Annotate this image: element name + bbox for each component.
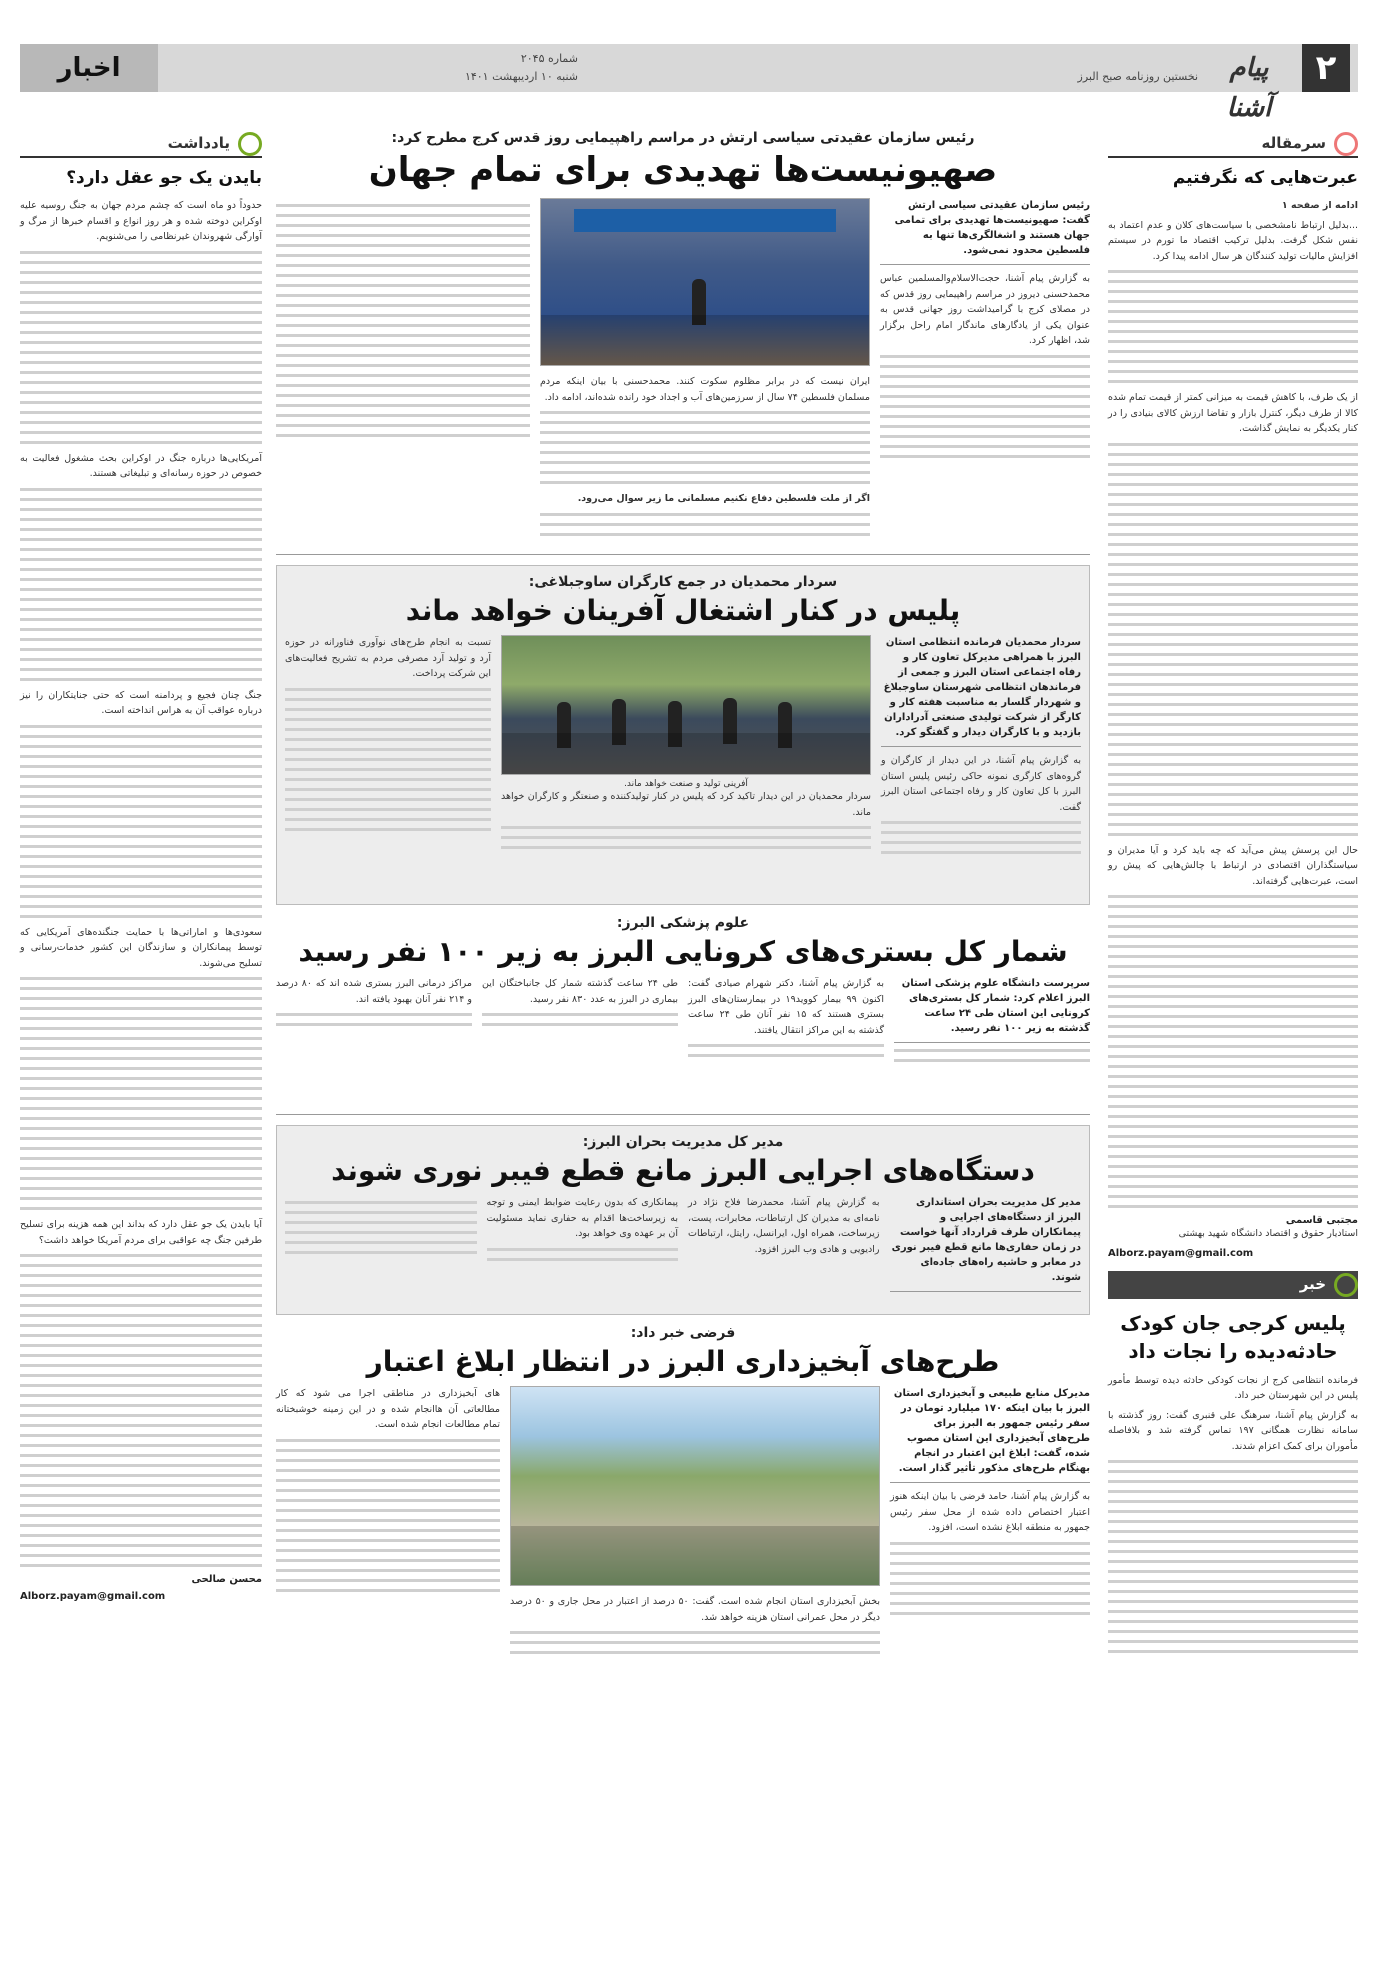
article-headline: طرح‌های آبخیزداری البرز در انتظار ابلاغ اعتبار (366, 1345, 1000, 1378)
editorial-tab-label: سرمقاله (1261, 134, 1326, 152)
article-paragraph: به گزارش پیام آشنا، در این دیدار از کارگران و گروه‌های کارگری نمونه حاکی رئیس پلیس استان البرز با کل تعاون کار و رفاه اجتماعی استان البرز گفت. (881, 755, 1081, 813)
article-lead: مدیرکل منابع طبیعی و آبخیزداری استان البرز با بیان اینکه ۱۷۰ میلیارد تومان در سفر رئیس جمهور به البرز برای طرح‌های آبخیزداری این استان مصوب شده، گفت: ابلاغ این اعتبار در انجام بهنگام طرح‌های مذکور تأثیر گذار است. (890, 1386, 1090, 1483)
masthead (20, 44, 1358, 123)
opinion-tab (20, 130, 262, 158)
editorial-paragraph: ...بدلیل ارتباط نامشخصی با سیاست‌های کلان و عدم اعتماد به نفس شکل گرفت. بدلیل ترکیب اقتصاد ما تورم در سیستم افزایش مالیات تولید کنندگان هر سال ادامه پیدا کرد. (1108, 219, 1358, 262)
opinion-body (20, 198, 262, 1567)
opinion-paragraph: جنگ چنان فجیع و پردامنه است که حتی جنایتکاران را نیز درباره عواقب آن به هراس انداخته است. (20, 689, 262, 716)
article-headline: شمار کل بستری‌های کرونایی البرز به زیر ۱۰۰ نفر رسید (298, 935, 1068, 968)
article-lead: رئیس سازمان عقیدتی سیاسی ارتش گفت: صهیونیست‌ها تهدیدی برای تمامی جهان هستند و اشغالگری‌ها تنها به فلسطین محدود نمی‌شود. (880, 198, 1090, 265)
article-headline: صهیونیست‌ها تهدیدی برای تمام جهان (368, 150, 998, 190)
editorial-paragraph: حال این پرسش پیش می‌آید که چه باید کرد و آیا مدیران و سیاستگذاران اقتصادی در ارتباط با چالش‌هایی که پیش رو است، عبرت‌هایی گرفته‌اند. (1108, 844, 1358, 887)
article-paragraph: مراکز درمانی البرز بستری شده اند که ۸۰ درصد و ۲۱۴ نفر آنان بهبود یافته اند. (276, 978, 472, 1005)
article-paragraph: های آبخیزداری در مناطقی اجرا می شود که کار مطالعاتی آن هاانجام شده و در این زمینه خوشبختانه تمام مطالعات انجام شده است. (276, 1388, 500, 1430)
right-column (1108, 130, 1358, 1660)
left-column (20, 130, 262, 1602)
article-watershed (276, 1325, 1090, 1725)
news-tab (1108, 1271, 1358, 1299)
group-photo (501, 635, 871, 775)
opinion-author: محسن صالحی (191, 1574, 262, 1585)
issue-info (465, 50, 578, 86)
article-kicker: سردار محمدیان در جمع کارگران ساوجبلاغی: (528, 574, 838, 590)
article-lead: سرپرست دانشگاه علوم پزشکی استان البرز اعلام کرد: شمار کل بستری‌های کرونایی این استان طی ۲۴ ساعت گذشته به زیر ۱۰۰ نفر رسید. (894, 976, 1090, 1043)
article-kicker: مدیر کل مدیریت بحران البرز: (582, 1134, 784, 1150)
article-paragraph: به گزارش پیام آشنا، حجت‌الاسلام‌والمسلمین عباس محمدحسنی دیروز در مراسم راهپیمایی روز قدس که در مصلای کرج با گرامیداشت روز جهانی قدس به عنوان یکی از یادگارهای ماندگار امام راحل برگزار شد، اظهار کرد. (880, 273, 1090, 346)
article-paragraph: طی ۲۴ ساعت گذشته شمار کل جانباختگان این بیماری در البرز به عدد ۸۳۰ نفر رسید. (482, 978, 678, 1005)
opinion-tab-label: یادداشت (167, 134, 230, 152)
article-paragraph: ایران نیست که در برابر مظلوم سکوت کنند. محمدحسنی با بیان اینکه مردم مسلمان فلسطین ۷۴ سال از سرزمین‌های آب و اجداد خود رانده شده‌اند، ادامه داد. (540, 376, 870, 403)
page-number: ۲ (1302, 44, 1350, 92)
check-icon (1334, 1273, 1358, 1297)
article-headline: دستگاه‌های اجرایی البرز مانع قطع فیبر نوری شوند (331, 1154, 1035, 1187)
article-covid (276, 915, 1090, 1115)
article-paragraph: به گزارش پیام آشنا، محمدرضا فلاح نژاد در نامه‌ای به مدیران کل ارتباطات، مخابرات، پست، زیرساخت، همراه اول، ایرانسل، رایتل، ارتباطات رادیویی و هادی وب البرز افزود. (688, 1197, 880, 1255)
article-subheading: اگر از ملت فلسطین دفاع نکنیم مسلمانی ما زیر سوال می‌رود. (577, 493, 870, 504)
article-lead: مدیر کل مدیریت بحران استانداری البرز از دستگاه‌های اجرایی و پیمانکاران طرف قرارداد آنها خواست در زمان حفاری‌ها مانع قطع فیبر نوری در معابر و حاشیه راه‌های جاده‌ای شوند. (890, 1195, 1082, 1292)
watershed-photo (510, 1386, 880, 1586)
photo-caption: آفرینی تولید و صنعت خواهد ماند. (624, 779, 748, 789)
article-lead: سردار محمدیان فرمانده انتظامی استان البرز با همراهی مدیرکل تعاون کار و رفاه اجتماعی استان البرز و جمعی از فرماندهان انتظامی شهرستان ساوجبلاغ و شهردار گلسار به مناسبت هفته کار و کارگر از شرکت تولیدی صنعتی آدراداران بازدید و با کارگران دیدار و گفتگو کرد. (881, 635, 1081, 747)
opinion-paragraph: آیا بایدن یک جو عقل دارد که بداند این همه هزینه برای تسلیح طرفین جنگ چه عواقبی برای مردم آمریکا خواهد داشت؟ (20, 1219, 262, 1246)
issue-number: شماره ۲۰۴۵ (520, 52, 578, 65)
editorial-author-title: استادیار حقوق و اقتصاد دانشگاه شهید بهشتی (1178, 1228, 1358, 1239)
article-kicker: علوم پزشکی البرز: (616, 915, 750, 931)
opinion-paragraph: حدوداً دو ماه است که چشم مردم جهان به جنگ روسیه علیه اوکراین دوخته شده و هر روز انواع و اقسام خبرها از مرگ و آوارگی شهروندان غیرنظامی را می‌شنویم. (20, 200, 262, 242)
editorial-tab (1108, 130, 1358, 158)
issue-date: شنبه ۱۰ اردیبهشت ۱۴۰۱ (464, 70, 578, 83)
circle-icon (1334, 132, 1358, 156)
article-paragraph: به گزارش پیام آشنا، دکتر شهرام صیادی گفت: اکنون ۹۹ بیمار کووید۱۹ در بیمارستان‌های البرز بستری هستند که ۱۵ نفر آنان طی ۲۴ ساعت گذشته به این مراکز انتقال یافتند. (688, 978, 885, 1036)
news-paragraph: به گزارش پیام آشنا، سرهنگ علی قنبری گفت: روز گذشته با سامانه نظارت همگانی ۱۹۷ تماس گرفته شد و بلافاصله مأموران برای کمک اعزام شدند. (1108, 1409, 1358, 1452)
article-headline: پلیس در کنار اشتغال آفرینان خواهد ماند (405, 594, 961, 627)
opinion-email[interactable]: Alborz.payam@gmail.com (20, 1591, 166, 1602)
main-column (276, 130, 1090, 1735)
opinion-paragraph: سعودی‌ها و اماراتی‌ها با حمایت جنگنده‌های آمریکایی که توسط پیمانکاران و سازندگان این کشور خدمات‌رسانی و تسلیح می‌شوند. (20, 926, 262, 969)
news-paragraph: فرمانده انتظامی کرج از نجات کودکی حادثه دیده توسط مأمور پلیس در این شهرستان خبر داد. (1108, 1374, 1358, 1401)
check-icon (238, 132, 262, 156)
editorial-body (1108, 198, 1358, 1208)
article-fiber-optic (276, 1125, 1090, 1315)
news-body (1108, 1373, 1358, 1654)
news-headline: پلیس کرجی جان کودک حادثه‌دیده را نجات داد (1120, 1310, 1346, 1363)
newspaper-logo: پیام آشنا (1226, 53, 1272, 123)
news-tab-label: خبر (1299, 1274, 1326, 1293)
editorial-author: مجتبی قاسمی (1285, 1215, 1358, 1226)
editorial-email[interactable]: Alborz.payam@gmail.com (1108, 1247, 1254, 1259)
section-label: اخبار (20, 44, 158, 92)
newspaper-subtitle: نخستین روزنامه صبح البرز (1077, 70, 1198, 83)
article-police (276, 565, 1090, 905)
editorial-headline: عبرت‌هایی که نگرفتیم (1172, 168, 1358, 188)
editorial-paragraph: از یک طرف، با کاهش قیمت به میزانی کمتر از قیمت تمام شده کالا از طرف دیگر، کنترل بازار و تقاضا ارزش کالای بنیادی را در کنار یکدیگر به نمایش گذاشت. (1108, 392, 1358, 434)
opinion-headline: بایدن یک جو عقل دارد؟ (66, 168, 262, 188)
article-paragraph: سردار محمدیان در این دیدار تاکید کرد که پلیس در کنار تولیدکننده و صنعتگر و کارگران خواهد ماند. (501, 791, 871, 818)
article-paragraph: تسبت به انجام طرح‌های نوآوری فناورانه در حوزه آرد و تولید آرد مصرفی مردم به تشریح فعالیت‌های این شرکت پرداخت. (285, 637, 491, 679)
article-paragraph: به گزارش پیام آشنا، حامد فرضی با بیان اینکه هنوز اعتبار اختصاص داده شده از محل سفر رئیس جمهور به منطقه ابلاغ نشده است، افزود. (890, 1491, 1090, 1533)
article-quds-day (276, 130, 1090, 555)
opinion-paragraph: آمریکایی‌ها درباره جنگ در اوکراین بحث مشغول فعالیت به خصوص در حوزه رسانه‌ای و تبلیغاتی هستند. (20, 452, 262, 479)
article-paragraph: بخش آبخیزداری استان انجام شده است. گفت: ۵۰ درصد از اعتبار در محل جاری و ۵۰ درصد دیگر در محل عمرانی استان هزینه خواهد شد. (510, 1596, 880, 1623)
editorial-continuation: ادامه از صفحه ۱ (1281, 200, 1358, 211)
article-kicker: رئیس سازمان عقیدتی سیاسی ارتش در مراسم راهپیمایی روز قدس کرج مطرح کرد: (391, 130, 975, 146)
ceremony-photo (540, 198, 870, 366)
article-paragraph: پیمانکاری که بدون رعایت ضوابط ایمنی و توجه به زیرساخت‌ها اقدام به حفاری نماید مسئولیت آن بر عهده وی خواهد بود. (486, 1197, 678, 1239)
article-kicker: فرضی خبر داد: (630, 1325, 736, 1341)
